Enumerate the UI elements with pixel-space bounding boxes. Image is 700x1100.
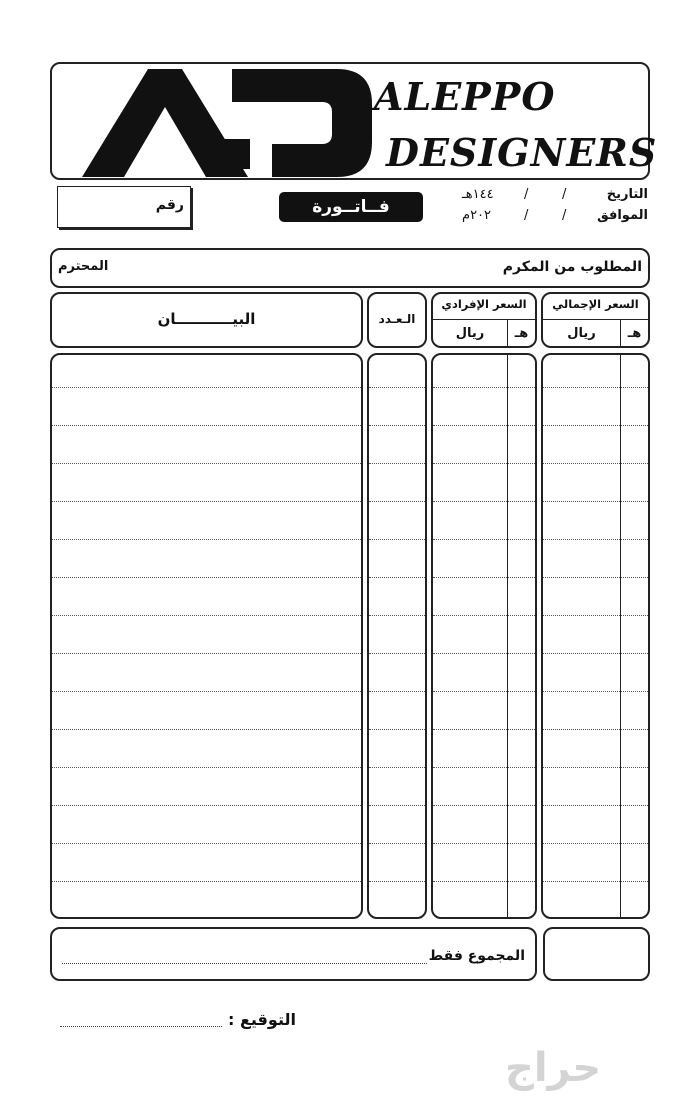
header-logo-box [50,62,658,180]
customer-box [50,248,650,288]
row-line [543,805,648,806]
row-line [52,691,361,692]
date-greg-slash-2: / [524,208,529,223]
row-line [369,615,425,616]
row-line [433,539,535,540]
row-line [433,843,535,844]
row-line [369,767,425,768]
signature-label: التوقيع : [228,1010,296,1029]
row-line [433,425,535,426]
quantity-header [367,292,427,348]
date-hijri-label: التاريخ [606,187,648,202]
row-line [369,843,425,844]
row-line [52,729,361,730]
description-header-label: البيـــــــــــان [157,310,256,328]
row-line [369,387,425,388]
row-line [52,577,361,578]
brand-line-2: DESIGNERS [386,130,658,175]
row-line [433,805,535,806]
unit-price-header [431,292,537,348]
unit-price-divider [433,319,535,320]
date-hijri-slash-2: / [524,187,529,202]
row-line [369,881,425,882]
row-line [543,425,648,426]
unit-price-column [431,353,537,919]
row-line [369,729,425,730]
row-line [369,463,425,464]
date-hijri-slash-1: / [562,187,567,202]
row-line [52,767,361,768]
ad-logo [82,69,382,177]
quantity-header-label: الـعـدد [378,312,416,326]
date-greg-label: الموافق [597,208,648,223]
total-words-box [50,927,537,981]
total-words-line [62,963,427,964]
row-line [369,425,425,426]
row-line [369,501,425,502]
row-line [433,729,535,730]
row-line [543,729,648,730]
total-only-label: المجموع فقط [428,948,525,964]
row-line [52,615,361,616]
invoice-title: فــاتــورة [279,192,423,222]
row-line [543,501,648,502]
row-line [543,653,648,654]
row-line [543,691,648,692]
row-line [543,767,648,768]
row-line [433,387,535,388]
row-line [52,805,361,806]
invoice-number-label: رقم [155,197,184,213]
row-line [52,501,361,502]
row-line [369,805,425,806]
row-line [369,539,425,540]
row-line [433,501,535,502]
row-line [543,577,648,578]
row-line [433,767,535,768]
row-line [543,615,648,616]
halala-separator [620,355,621,917]
requested-from-label: المطلوب من المكرم [502,259,642,275]
row-line [52,843,361,844]
total-price-divider [543,319,648,320]
date-greg-slash-1: / [562,208,567,223]
unit-price-header-label: السعر الإفرادي [441,297,527,311]
halala-separator [507,355,508,917]
total-price-header [541,292,650,348]
row-line [433,615,535,616]
row-line [52,539,361,540]
signature-line [60,1026,222,1027]
total-price-column [541,353,650,919]
description-column [50,353,363,919]
row-line [369,577,425,578]
date-greg-year: ٢٠٢م [462,208,492,223]
row-line [433,577,535,578]
row-line [543,539,648,540]
invoice-number-box [57,186,191,228]
date-hijri-year: ١٤٤هـ [462,187,494,202]
watermark-logo: حراج [505,1045,602,1091]
total-price-header-label: السعر الإجمالي [552,297,639,311]
row-line [52,881,361,882]
row-line [543,387,648,388]
honorific-label: المحترم [58,259,109,274]
quantity-column [367,353,427,919]
total-price-halala-label: هـ [627,326,642,341]
row-line [433,463,535,464]
description-header [50,292,363,348]
brand-line-1: ALEPPO [374,74,556,119]
row-line [433,691,535,692]
row-line [433,653,535,654]
unit-price-riyal-label: ريال [455,326,485,341]
total-price-riyal-label: ريال [567,326,596,341]
row-line [369,653,425,654]
row-line [52,463,361,464]
unit-price-halala-label: هـ [514,326,529,341]
row-line [433,881,535,882]
row-line [52,653,361,654]
row-line [52,387,361,388]
row-line [52,425,361,426]
row-line [543,881,648,882]
row-line [369,691,425,692]
row-line [543,463,648,464]
total-amount-box [543,927,650,981]
row-line [543,843,648,844]
